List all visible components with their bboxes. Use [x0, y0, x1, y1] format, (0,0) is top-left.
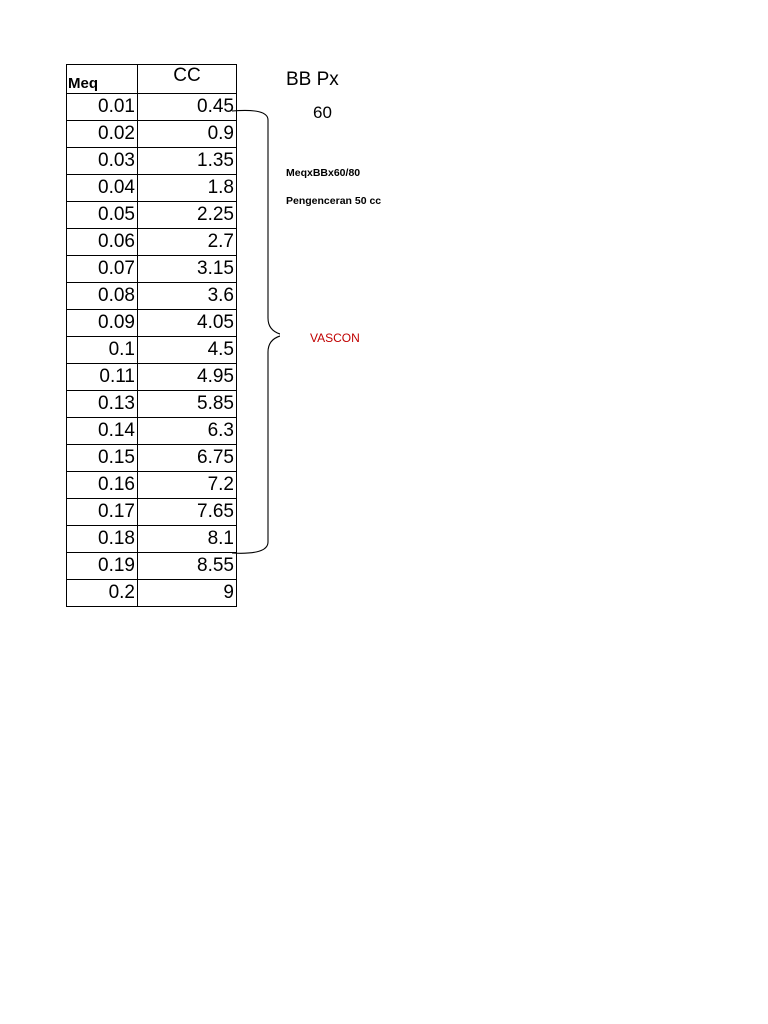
table-row [67, 391, 237, 418]
table-row [67, 256, 237, 283]
meq-cell: 0.19 [67, 553, 138, 580]
table-row [67, 418, 237, 445]
table-body [67, 65, 237, 607]
table-row [67, 499, 237, 526]
cc-cell: 4.05 [138, 310, 237, 337]
cc-cell: 6.3 [138, 418, 237, 445]
header-meq: Meq [67, 65, 138, 94]
cc-cell: 6.75 [138, 445, 237, 472]
table-row [67, 121, 237, 148]
cc-cell: 3.6 [138, 283, 237, 310]
table-row [67, 526, 237, 553]
table-row [67, 310, 237, 337]
table-row [67, 553, 237, 580]
meq-cell: 0.1 [67, 337, 138, 364]
meq-cell: 0.01 [67, 94, 138, 121]
meq-cell: 0.2 [67, 580, 138, 607]
table-header-row [67, 65, 237, 94]
table-row [67, 148, 237, 175]
meq-cell: 0.03 [67, 148, 138, 175]
table-row [67, 337, 237, 364]
table-row [67, 202, 237, 229]
meq-cell: 0.18 [67, 526, 138, 553]
cc-cell: 9 [138, 580, 237, 607]
dosage-table [66, 64, 237, 607]
meq-cell: 0.13 [67, 391, 138, 418]
meq-cell: 0.15 [67, 445, 138, 472]
table-row [67, 229, 237, 256]
meq-cell: 0.06 [67, 229, 138, 256]
meq-cell: 0.14 [67, 418, 138, 445]
header-cc: CC [138, 65, 237, 94]
meq-cell: 0.08 [67, 283, 138, 310]
cc-cell: 7.65 [138, 499, 237, 526]
cc-cell: 0.45 [138, 94, 237, 121]
curly-brace-shape [230, 100, 280, 560]
table-row [67, 472, 237, 499]
meq-cell: 0.02 [67, 121, 138, 148]
cc-cell: 7.2 [138, 472, 237, 499]
cc-cell: 4.5 [138, 337, 237, 364]
body-weight-label: BB Px [286, 69, 339, 90]
cc-cell: 3.15 [138, 256, 237, 283]
dilution-note: Pengenceran 50 cc [286, 195, 382, 207]
cc-cell: 0.9 [138, 121, 237, 148]
meq-cell: 0.09 [67, 310, 138, 337]
cc-cell: 4.95 [138, 364, 237, 391]
cc-cell: 8.55 [138, 553, 237, 580]
cc-cell: 2.7 [138, 229, 237, 256]
cc-cell: 5.85 [138, 391, 237, 418]
cc-cell: 8.1 [138, 526, 237, 553]
meq-cell: 0.11 [67, 364, 138, 391]
table-row [67, 580, 237, 607]
table-row [67, 445, 237, 472]
meq-cell: 0.07 [67, 256, 138, 283]
table-row [67, 94, 237, 121]
meq-cell: 0.16 [67, 472, 138, 499]
cc-cell: 2.25 [138, 202, 237, 229]
cc-cell: 1.35 [138, 148, 237, 175]
table-row [67, 283, 237, 310]
meq-cell: 0.05 [67, 202, 138, 229]
cc-cell: 1.8 [138, 175, 237, 202]
formula-note: MeqxBBx60/80 [286, 167, 361, 179]
drug-label: VASCON [310, 331, 360, 345]
meq-cell: 0.17 [67, 499, 138, 526]
body-weight-value: 60 [313, 103, 332, 122]
meq-cell: 0.04 [67, 175, 138, 202]
table-row [67, 175, 237, 202]
table-row [67, 364, 237, 391]
